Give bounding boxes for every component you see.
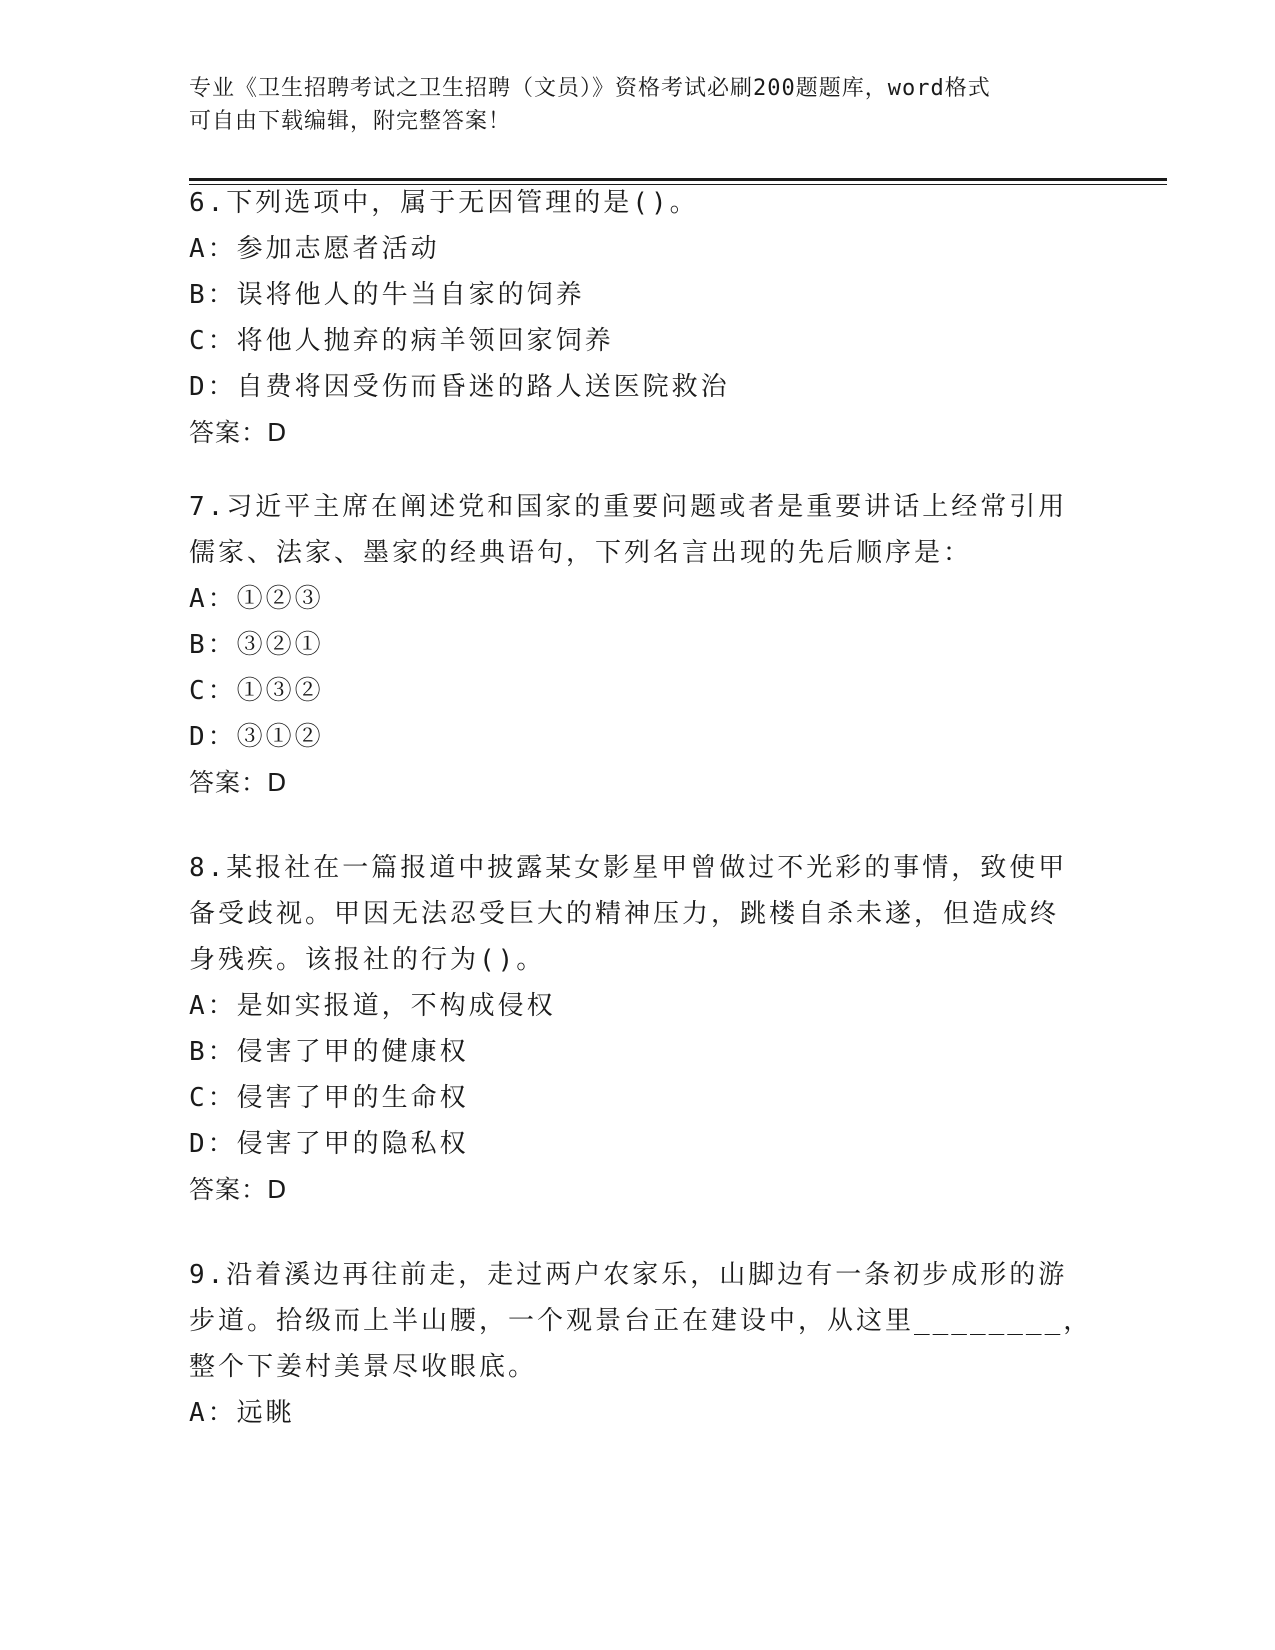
option-a: A：远眺 [189,1398,295,1428]
question-text: 备受歧视。甲因无法忍受巨大的精神压力，跳楼自杀未遂，但造成终 [189,899,1060,929]
option-b: B：③②① [189,630,324,660]
option-b: B：误将他人的牛当自家的饲养 [189,280,585,310]
question-7 [189,484,1089,806]
option-a: A：是如实报道，不构成侵权 [189,991,556,1021]
option-d: D：侵害了甲的隐私权 [189,1129,469,1159]
question-text: 儒家、法家、墨家的经典语句，下列名言出现的先后顺序是： [189,538,973,568]
option-c: C：①③② [189,676,324,706]
option-c: C：将他人抛弃的病羊领回家饲养 [189,326,614,356]
answer: 答案：D [189,768,288,797]
header-line-1: 专业《卫生招聘考试之卫生招聘（文员）》资格考试必刷200题题库，word格式 [189,76,991,101]
answer: 答案：D [189,418,288,447]
question-text: 7.习近平主席在阐述党和国家的重要问题或者是重要讲话上经常引用 [189,492,1068,522]
option-b: B：侵害了甲的健康权 [189,1037,469,1067]
question-text: 6.下列选项中，属于无因管理的是()。 [189,188,699,218]
header-line-2: 可自由下载编辑，附完整答案！ [189,109,512,134]
question-text: 9.沿着溪边再往前走，走过两户农家乐，山脚边有一条初步成形的游 [189,1260,1068,1290]
option-d: D：③①② [189,722,324,752]
question-text: 步道。拾级而上半山腰，一个观景台正在建设中，从这里________， [189,1306,1093,1336]
option-c: C：侵害了甲的生命权 [189,1083,469,1113]
document-header [189,72,1089,138]
answer: 答案：D [189,1175,288,1204]
option-a: A：①②③ [189,584,324,614]
question-text: 身残疾。该报社的行为()。 [189,945,546,975]
question-text: 8.某报社在一篇报道中披露某女影星甲曾做过不光彩的事情，致使甲 [189,853,1068,883]
option-d: D：自费将因受伤而昏迷的路人送医院救治 [189,372,730,402]
question-6 [189,180,1089,456]
option-a: A：参加志愿者活动 [189,234,440,264]
question-text: 整个下姜村美景尽收眼底。 [189,1352,538,1382]
question-8 [189,845,1089,1213]
question-9 [189,1252,1093,1436]
